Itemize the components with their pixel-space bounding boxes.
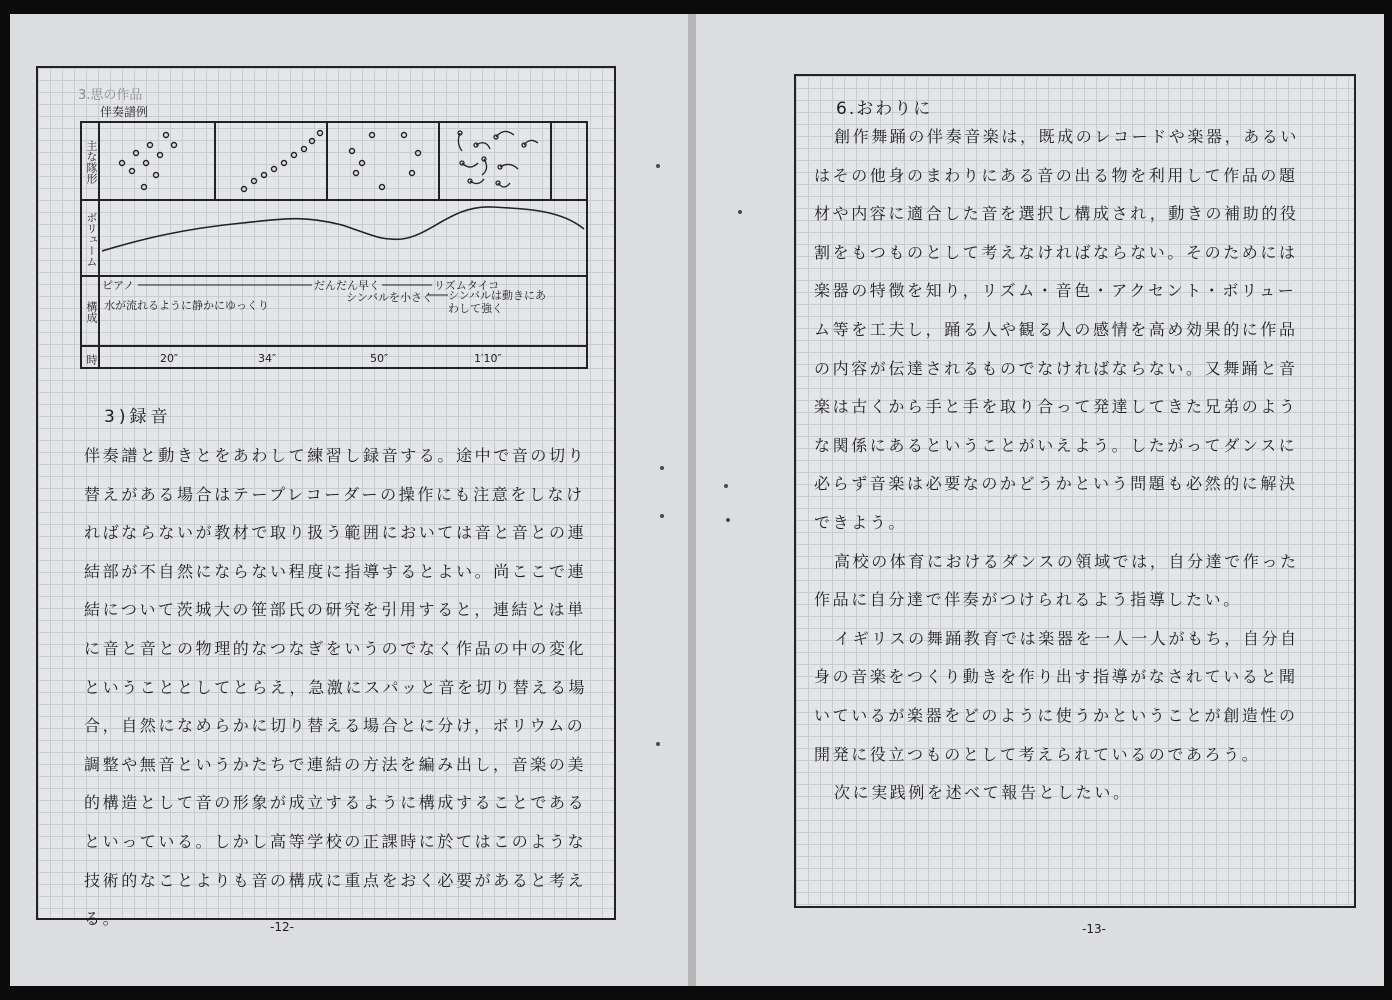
- time-row-label: 時: [82, 347, 100, 369]
- pencil-note: 3.思の作品: [78, 88, 143, 103]
- conclusion-paragraph: イギリスの舞踊教育では楽器を一人一人がもち，自分自身の音楽をつくり動きを作り出す指導がなされていると聞いているが楽器をどのように使うかということが創造性の開発に役立つものとして考えられているのであろう。: [814, 628, 1299, 764]
- composition-row-label: 構成: [82, 277, 100, 345]
- page-number-right: -13-: [1082, 922, 1106, 936]
- binding-hole: [724, 484, 728, 488]
- time-mark: 50″: [370, 352, 389, 365]
- formation-cell: [216, 123, 328, 199]
- time-mark: 34″: [258, 352, 277, 365]
- volume-curve: [102, 201, 588, 275]
- conclusion-body: [814, 118, 1302, 813]
- binding-hole: [656, 742, 660, 746]
- binding-hole: [656, 164, 660, 168]
- accompaniment-chart: [80, 121, 588, 369]
- conclusion-paragraph: 創作舞踊の伴奏音楽は，既成のレコードや楽器，あるいはその他身のまわりにある音の出る物を利用して作品の題材や内容に適合した音を選択し構成され，動きの補助的役割をもつものとして考えなければならない。そのためには楽器の特徴を知り，リズム・音色・アクセント・ボリューム等を工夫し，踊る人や観る人の感情を高め効果的に作品の内容が伝達されるものでなければならない。又舞踊と音楽は古くから手と手を取り合って発達してきた兄弟のような関係にあるということがいえよう。したがってダンスに必らず音楽は必要なのかどうかという問題も必然的に解決できよう。: [814, 127, 1300, 532]
- composition-note: だんだん早く: [314, 279, 380, 292]
- recording-paragraph: 伴奏譜と動きとをあわして練習し録音する。途中で音の切り替えがある場合はテープレコーダーの操作にも注意をしなければならないが教材で取り扱う範囲においては音と音との連結部が不自然にならない程度に指導するとよい。尚ここで連結について茨城大の笹部氏の研究を引用すると，連結とは単に音と音との物理的なつなぎをいうのでなく作品の中の変化ということとしてとらえ，急激にスパッと音を切り替える場合，自然になめらかに切り替える場合とに分け，ボリウムの調整や無音というかたちで連結の方法を編み出し，音楽の美的構造として音の形象が成立するように構成することであるといっている。しかし高等学校の正課時に於てはこのような技術的なことよりも音の構成に重点をおく必要があると考える。: [84, 446, 588, 929]
- composition-note: ピアノ: [102, 279, 135, 292]
- formation-cell: [100, 123, 216, 199]
- composition-note: シンバルを小さく: [346, 291, 433, 304]
- time-mark: 20″: [160, 352, 179, 365]
- formation-line-icon: [216, 123, 326, 199]
- section-heading-recording: 3)録音: [104, 407, 172, 427]
- formation-circle-icon: [328, 123, 438, 199]
- formation-diagonal-icon: [100, 123, 214, 199]
- composition-note: リズムタイコ: [434, 279, 500, 292]
- binding-hole: [660, 466, 664, 470]
- binding-hole: [738, 210, 742, 214]
- binding-hole: [726, 518, 730, 522]
- formation-cell: [328, 123, 440, 199]
- conclusion-paragraph: 次に実践例を述べて報告としたい。: [834, 783, 1132, 803]
- time-row: [82, 347, 586, 369]
- time-mark: 1′10″: [474, 352, 502, 365]
- composition-note: シンバルは動きにあわして強く: [448, 289, 546, 315]
- page-number-left: -12-: [270, 920, 294, 934]
- volume-row-label: ボリューム: [82, 201, 100, 275]
- binding-hole: [660, 514, 664, 518]
- volume-row: [82, 201, 586, 277]
- chart-caption: 伴奏譜例: [100, 105, 149, 119]
- formation-row: [82, 123, 586, 201]
- formation-scatter-arrows-icon: [440, 123, 550, 199]
- composition-note: 水が流れるように静かにゆっくり: [104, 299, 269, 312]
- formation-cell: [440, 123, 552, 199]
- composition-row: [82, 277, 586, 347]
- section-heading-conclusion: 6.おわりに: [836, 99, 933, 119]
- conclusion-paragraph: 高校の体育におけるダンスの領域では，自分達で作った作品に自分達で伴奏がつけられるよう指導したい。: [814, 551, 1299, 610]
- formation-row-label: 主な隊形: [82, 123, 100, 199]
